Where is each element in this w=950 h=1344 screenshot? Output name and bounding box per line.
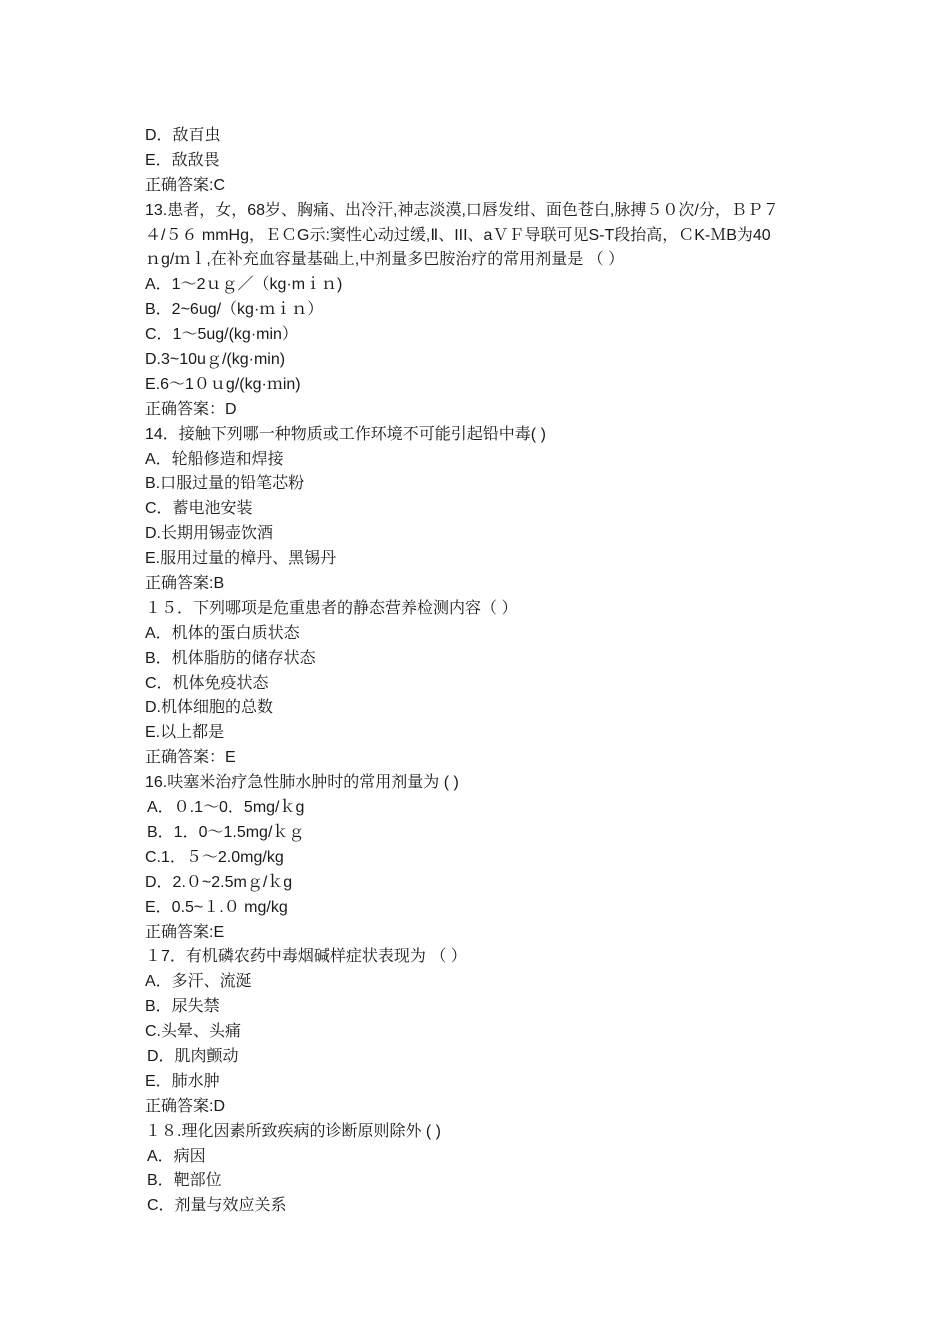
question-stem-line: 16.呋塞米治疗急性肺水肿时的常用剂量为 ( ) [145, 774, 459, 792]
answer-line: 正确答案：D [145, 400, 237, 418]
option-line: D．敌百虫 [145, 127, 221, 144]
answer-line: 正确答案:B [145, 575, 225, 593]
question-stem-line: 13.患者，女，68岁、胸痛、出冷汗,神志淡漠,口唇发绀、面色苍白,脉搏５０次/分，ＢＰ７ [145, 201, 779, 219]
option-line: C．1～5ug/(kg·min） [145, 326, 298, 344]
option-line: B．2~6ug/（kg·ｍｉｎ） [145, 301, 324, 319]
question-stem-line: １５．下列哪项是危重患者的静态营养检测内容（ ） [145, 599, 518, 617]
option-line: C．剂量与效应关系 [147, 1197, 287, 1215]
question-13 [145, 199, 915, 423]
question-stem-line: ４/５６ mmHg，ＥＣG示:窦性心动过缓,Ⅱ、III、aＶＦ导联可见S-T段抬高，ＣK-ＭB为40 [145, 226, 771, 244]
option-line: D.3~10uｇ/(kg·min) [145, 351, 286, 369]
answer-line: 正确答案:D [145, 1097, 226, 1115]
option-line: C．蓄电池安装 [145, 500, 253, 518]
option-line: D.长期用锡壶饮酒 [145, 525, 274, 543]
answer-line: 正确答案:E [145, 923, 225, 941]
option-line: B．1．0～1.5mg/ｋｇ [147, 823, 305, 841]
option-line: A．机体的蛋白质状态 [145, 624, 300, 642]
option-line: E．0.5~１.０ mg/kg [145, 898, 288, 916]
option-line: E．肺水肿 [145, 1072, 220, 1090]
question-18 [145, 1120, 915, 1220]
option-line: E.服用过量的樟丹、黑锡丹 [145, 550, 337, 568]
option-line: C.1．５～2.0mg/kg [145, 848, 284, 866]
option-line: D．肌肉颤动 [147, 1047, 239, 1065]
option-line: B．尿失禁 [145, 998, 220, 1016]
question-stem-line: ｎg/ｍｌ,在补充血容量基础上,中剂量多巴胺治疗的常用剂量是 （ ） [145, 251, 625, 269]
option-line: A．轮船修造和焊接 [145, 450, 284, 468]
option-line: E.以上都是 [145, 724, 225, 742]
option-line: B.口服过量的铅笔芯粉 [145, 475, 305, 493]
option-line: A．多汗、流涎 [145, 973, 252, 991]
question-12-fragment [145, 124, 915, 199]
option-line: B．机体脂肪的储存状态 [145, 649, 316, 667]
option-line: E.6～1０ｕg/(kg·ｍin) [145, 375, 301, 393]
option-line: C.头晕、头痛 [145, 1023, 242, 1041]
question-15 [145, 597, 915, 771]
answer-line: 正确答案:C [145, 176, 226, 194]
option-line: D.机体细胞的总数 [145, 699, 274, 717]
question-stem-line: １８.理化因素所致疾病的诊断原则除外 ( ) [145, 1122, 441, 1140]
option-line: C．机体免疫状态 [145, 674, 269, 692]
option-line: A．０.1～0．5mg/ｋg [147, 799, 305, 817]
question-17 [145, 945, 915, 1119]
option-line: E．敌敌畏 [145, 151, 220, 169]
question-16 [145, 771, 915, 945]
question-stem-line: １7．有机磷农药中毒烟碱样症状表现为 （ ） [145, 948, 467, 966]
option-line: B．靶部位 [147, 1172, 222, 1190]
answer-line: 正确答案：E [145, 749, 236, 767]
option-line: D．2.０~2.5mｇ/ｋg [145, 873, 293, 891]
option-line: A．1～2ｕｇ／（kg·mｉｎ) [145, 276, 343, 294]
question-14 [145, 423, 915, 597]
option-line: A．病因 [147, 1147, 206, 1165]
document-body [145, 124, 915, 1219]
question-stem-line: 14．接触下列哪一种物质或工作环境不可能引起铅中毒( ) [145, 425, 546, 443]
